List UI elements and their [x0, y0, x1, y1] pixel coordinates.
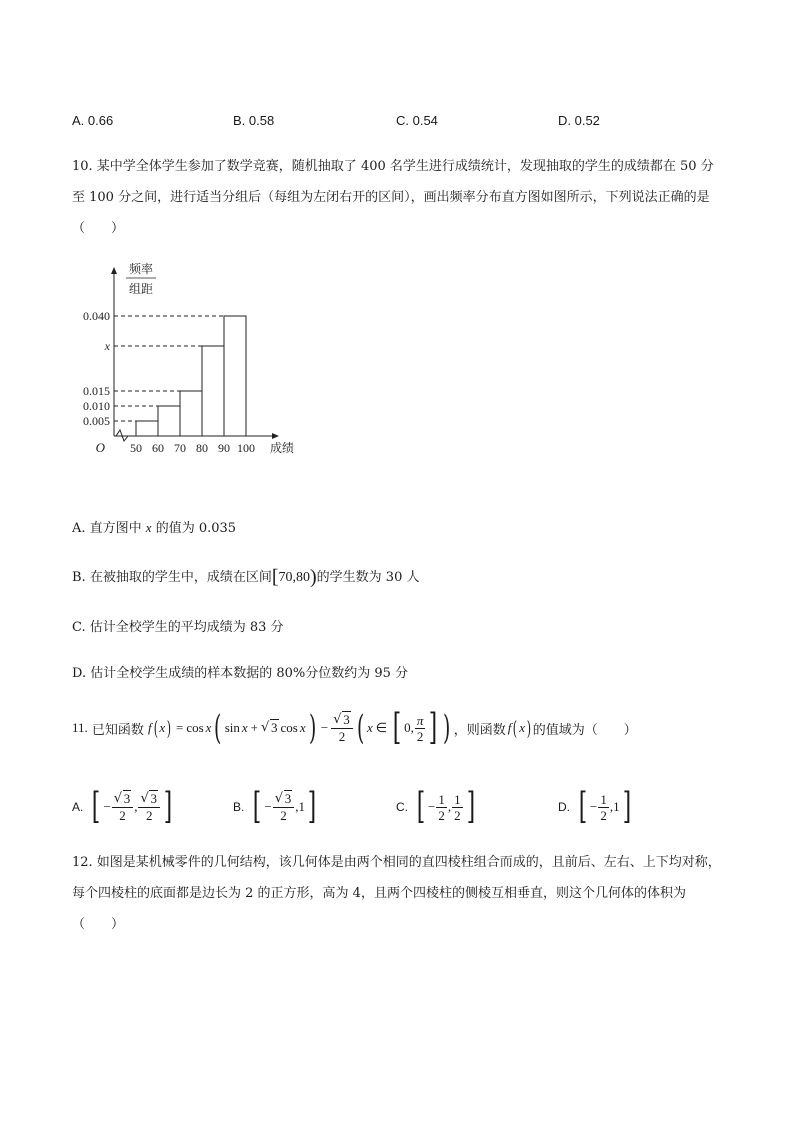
y-tick-label: 0.005 — [83, 414, 110, 428]
q11-tail-post: 的值域为（ ） — [532, 722, 637, 738]
xlabel: 成绩 — [269, 441, 295, 455]
bracket-open: [ — [92, 786, 101, 827]
bracket-close: ] — [163, 786, 173, 827]
q11-f2: f — [507, 720, 512, 735]
x-tick-label: 70 — [174, 441, 186, 455]
y-tick-label: 0.010 — [83, 399, 110, 413]
domain-bracket-open: [ — [392, 707, 402, 748]
q11-stem: 11. 已知函数 f ( x ) = cos x ( sin x + √ 3 cos x ) − √ 3 2 ( x ∈ [ 0 , $\frac{\pi}{2}$ ] ) ，则函数 f ( x ) 的值域为（ ） — [72, 707, 637, 748]
q11-number: 11. — [72, 720, 88, 735]
q11-x6: x — [519, 720, 525, 735]
q11-x3: x — [241, 720, 248, 735]
plus-sign: + — [250, 720, 258, 735]
frequency-histogram — [80, 255, 320, 465]
q11-option-b: B. [ − √ 3 2 , 1 ] — [233, 786, 317, 827]
origin-label: O — [95, 440, 105, 455]
domain-paren-close: ) — [443, 708, 451, 748]
frac-sqrt3-over-2: √ 3 2 — [331, 713, 353, 744]
bracket-open: [ — [253, 786, 262, 827]
prev-option-a: A. 0.66 — [72, 113, 114, 128]
q10-option-d: D. 估计全校学生成绩的样本数据的 80%分位数约为 95 分 — [72, 666, 409, 681]
minus-sign: − — [428, 799, 436, 814]
y-tick-label: 0.040 — [83, 309, 110, 323]
x-tick-label: 100 — [237, 441, 255, 455]
q11-f: f — [147, 720, 152, 735]
right-paren: ) — [310, 566, 317, 588]
q10-option-b-pre: B. 在被抽取的学生中，成绩在区间 — [72, 570, 272, 585]
prev-option-c: C. 0.54 — [396, 113, 438, 128]
q10-stem: 10. 某中学全体学生参加了数学竞赛，随机抽取了 400 名学生进行成绩统计，发现抽取的学生的成绩都在 50 分至 100 分之间，进行适当分组后（每组为左闭右开的区间），画出频率分布直方图如图所示，下列说法正确的是（ ） — [72, 159, 714, 236]
q11-option-d: D. [ − $\frac{1}{2}$ , 1 ] — [558, 786, 631, 827]
x-tick-label: 80 — [196, 441, 208, 455]
q10-option-a-var: x — [145, 520, 152, 535]
bracket-open: [ — [416, 786, 426, 827]
minus-sign: − — [264, 799, 272, 814]
big-paren-close: ) — [308, 708, 316, 748]
x-tick-label: 60 — [152, 441, 164, 455]
q11-in: ∈ — [375, 720, 388, 735]
left-bracket: [ — [271, 566, 279, 588]
histogram-bar — [202, 346, 224, 436]
q11-lead: 已知函数 — [91, 722, 144, 738]
q11-x2: x — [205, 720, 212, 735]
paren-close: ) — [166, 716, 172, 740]
q11-cos: cos — [186, 720, 204, 735]
histogram-bar — [158, 406, 180, 436]
q11-option-a: A. [ − √ 3 2 , √ 3 2 ] — [72, 786, 173, 827]
q11-option-c: C. [ − $\frac{1}{2}$ , $\frac{1}{2}$ ] — [396, 786, 475, 827]
q11-x: x — [159, 720, 166, 735]
q10-option-b-interval: 70,80 — [278, 570, 310, 585]
frac-1-over-2: $\frac{1}{2}$ — [438, 791, 445, 823]
domain-bracket-close: ] — [429, 707, 438, 748]
frac-1-over-2: $\frac{1}{2}$ — [600, 791, 607, 823]
prev-option-b: B. 0.58 — [233, 113, 275, 128]
minus-sign: − — [103, 799, 111, 814]
frac-pi-over-2: $\frac{\pi}{2}$ — [416, 712, 424, 744]
paren-close-2: ) — [526, 716, 532, 740]
q11-zero: 0 — [404, 720, 411, 735]
sqrt-three: √ 3 — [261, 719, 278, 735]
histogram-bar — [224, 316, 246, 436]
bracket-close: ] — [622, 786, 631, 827]
q11-x4: x — [299, 720, 306, 735]
q11-tail-pre: ，则函数 — [453, 722, 506, 738]
prev-option-d: D. 0.52 — [558, 113, 600, 128]
bracket-close: ] — [307, 786, 317, 827]
bracket-open: [ — [578, 786, 588, 827]
x-tick-label: 50 — [130, 441, 142, 455]
q10-option-c: C. 估计全校学生的平均成绩为 83 分 — [72, 620, 284, 635]
y-axis-arrow — [111, 267, 117, 274]
q10-option-b-post: 的学生数为 30 人 — [316, 570, 420, 585]
bracket-close: ] — [466, 786, 475, 827]
ylabel-denominator: 组距 — [128, 282, 154, 296]
frac-sqrt3-over-2: √ 3 2 — [138, 792, 160, 823]
q10-option-a — [72, 517, 236, 536]
equals-sign: = — [175, 720, 184, 735]
frac-1-over-2: $\frac{1}{2}$ — [454, 791, 461, 823]
histogram-bar — [180, 391, 202, 436]
paren-open-2: ( — [513, 716, 518, 740]
frac-sqrt3-over-2: √ 3 2 — [273, 792, 295, 823]
y-tick-label: 0.015 — [83, 384, 110, 398]
q10-option-a-pre: A. 直方图中 — [72, 521, 146, 536]
domain-paren-open: ( — [356, 708, 365, 748]
y-tick-label: x — [104, 339, 110, 353]
q12-stem: 12. 如图是某机械零件的几何结构，该几何体是由两个相同的直四棱柱组合而成的，且前后、左右、上下均对称，每个四棱柱的底面都是边长为 2 的正方形，高为 4，且两个四棱柱的侧棱互相垂直，则这个几何体的体积为（ ） — [72, 855, 721, 932]
minus-sign: − — [320, 720, 329, 735]
q11-cos2: cos — [280, 720, 298, 735]
histogram-bar — [136, 421, 158, 436]
minus-sign: − — [590, 799, 598, 814]
q10-option-a-post: 的值为 0.035 — [151, 521, 237, 536]
x-axis-arrow — [272, 433, 279, 439]
ylabel-numerator: 频率 — [128, 262, 154, 276]
q11-x5: x — [367, 720, 373, 735]
x-tick-label: 90 — [218, 441, 230, 455]
q10-option-b — [72, 566, 419, 589]
paren-open: ( — [153, 716, 158, 740]
big-paren-open: ( — [214, 708, 222, 748]
q11-sin: sin — [224, 720, 240, 735]
frac-sqrt3-over-2: √ 3 2 — [112, 792, 134, 823]
